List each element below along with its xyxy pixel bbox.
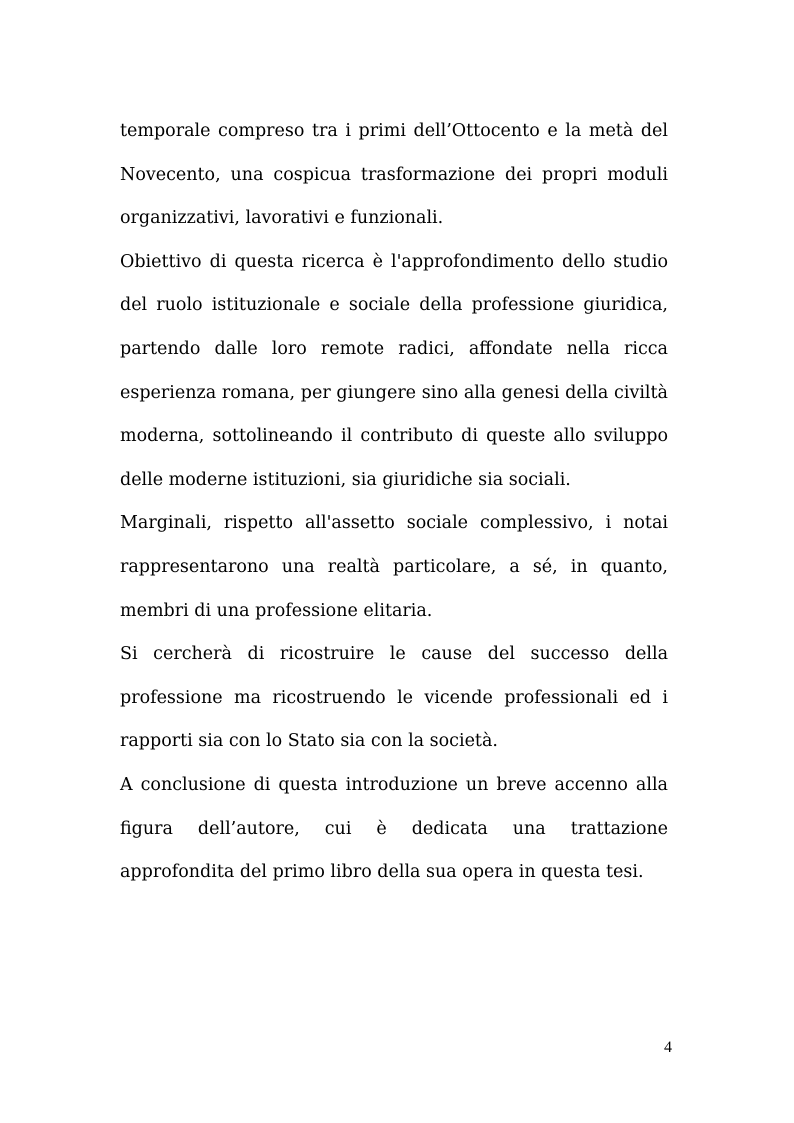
paragraph-1: temporale compreso tra i primi dell’Ottocento e la metà del Novecento, una cospicua trasformazione dei propri moduli organizzativi, lavorativi e funzionali.	[120, 121, 668, 229]
paragraph-4: Si cercherà di ricostruire le cause del successo della professione ma ricostruendo le vicende professionali ed i rapporti sia con lo Stato sia con la società.	[120, 644, 668, 752]
body-text	[120, 110, 668, 895]
page-number: 4	[664, 1039, 672, 1056]
paragraph-5: A conclusione di questa introduzione un breve accenno alla figura dell’autore, cui è dedicata una trattazione approfondita del primo libro della sua opera in questa tesi.	[120, 774, 668, 883]
paragraph-3: Marginali, rispetto all'assetto sociale complessivo, i notai rappresentarono una realtà particolare, a sé, in quanto, membri di una professione elitaria.	[120, 513, 668, 621]
paragraph-2: Obiettivo di questa ricerca è l'approfondimento dello studio del ruolo istituzionale e sociale della professione giuridica, partendo dalle loro remote radici, affondate nella ricca esperienza romana, per giungere sino alla genesi della civiltà moderna, sottolineando il contributo di queste allo sviluppo delle moderne istituzioni, sia giuridiche sia sociali.	[120, 251, 668, 490]
